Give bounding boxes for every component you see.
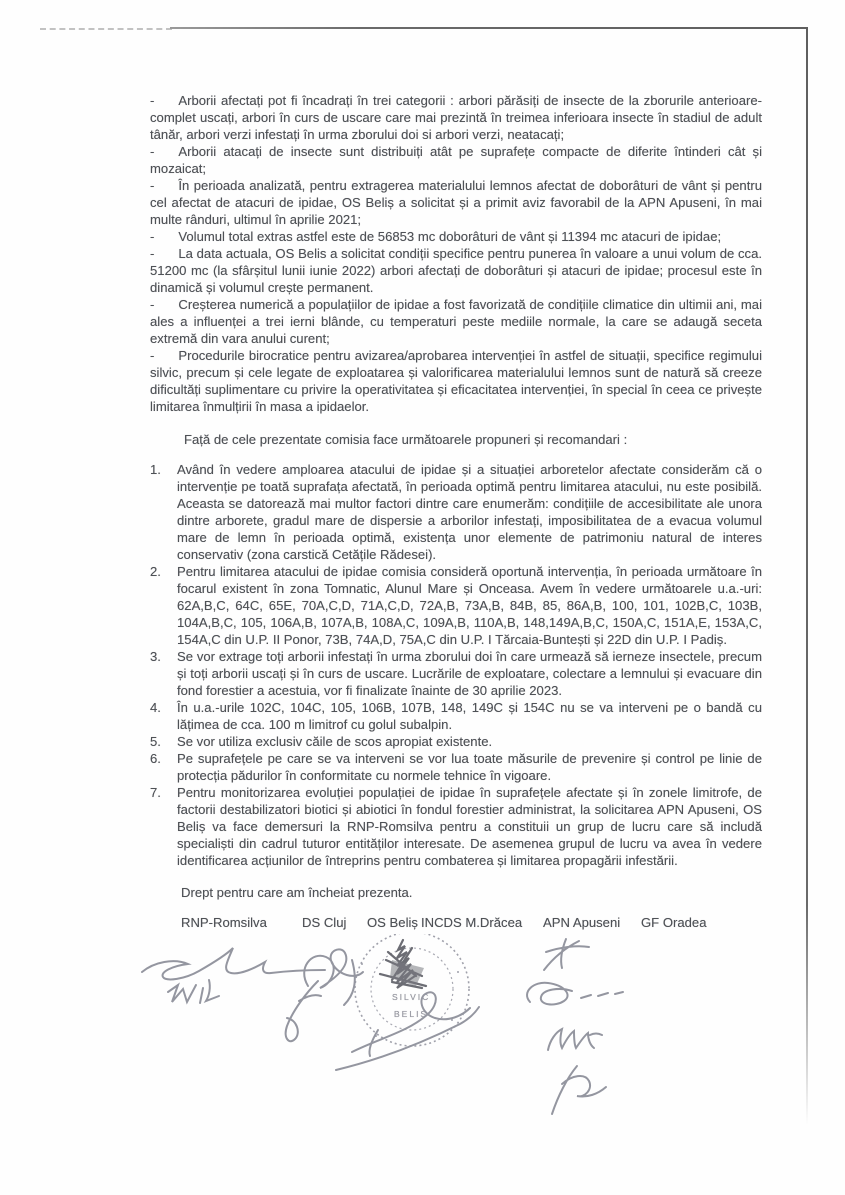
- bullet-paragraph: [150, 347, 762, 415]
- item-text: Se vor extrage toți arborii infestați în urma zborului doi în care urmează să ierneze insectele, precum și toți arborii uscați și în curs de uscare. Lucrările de exploatare, colectare a lemnului și evacuare din fond forestier a acestuia, vor fi finalizate înainte de 30 aprilie 2023.: [177, 649, 762, 698]
- numbered-item: [150, 733, 762, 750]
- signatory-label: RNP-Romsilva: [181, 915, 267, 930]
- item-number: 6.: [150, 751, 161, 766]
- signatory-label: APN Apuseni: [543, 915, 621, 930]
- numbered-item: [150, 699, 762, 733]
- numbered-item: [150, 648, 762, 699]
- bullet-text: Procedurile birocratice pentru avizarea/aprobarea intervenției în astfel de situații, specifice regimului silvic, precum și cele legate de exploatarea și valorificarea materialului lemnos sunt de natură să creeze dificultăți suplimentare cu privire la operativitatea și eficacitatea intervenției, în special în ceea ce privește limitarea înmulțirii în masa a ipidaelor.: [150, 348, 762, 414]
- signatory-label: INCDS M.Drăcea: [421, 915, 523, 930]
- item-number: 5.: [150, 734, 161, 749]
- stamp-text: BELIȘ: [394, 1009, 429, 1019]
- bullet-paragraph: [150, 177, 762, 228]
- bullet-dash: -: [150, 297, 155, 312]
- bullet-text: În perioada analizată, pentru extragerea materialului lemnos afectat de doborâturi de vânt și pentru cel afectat de atacuri de ipidae, OS Beliș a solicitat și a primit aviz favorabil de la APN Apuseni, în mai multe rânduri, ultimul în aprilie 2021;: [150, 178, 762, 227]
- numbered-item: [150, 750, 762, 784]
- bullet-dash: -: [150, 348, 155, 363]
- round-stamp: [355, 934, 469, 1046]
- bullet-text: Arborii afectați pot fi încadrați în trei categorii : arbori părăsiți de insecte de la zborurile anterioare-complet uscați, arbori în curs de uscare care mai prezintă în treimea inferioara insecte în stadiul de adult tânăr, arbori verzi infestați în urma zborului doi si arbori verzi, neatacați;: [150, 93, 762, 142]
- signature-scribble-2: [286, 949, 363, 1041]
- bullet-paragraph: [150, 296, 762, 347]
- signatory-label: DS Cluj: [302, 915, 347, 930]
- item-number: 4.: [150, 700, 161, 715]
- item-number: 2.: [150, 564, 161, 579]
- bullet-dash: -: [150, 229, 155, 244]
- signature-scribble-3: [336, 992, 479, 1070]
- item-text: Având în vedere amploarea atacului de ipidae și a situației arboretelor afectate considerăm că o intervenție pe toată suprafața afectată, în perioada optimă pentru limitarea atacului, nu este posibilă. Aceasta se datorează mai multor factori dintre care enumerăm: condițiile de accesibilitate ale unora dintre arborete, gradul mare de dispersie a arborilor infestați, imposibilitatea de a evacua volumul mare de lemn în perioada optimă, existența unor elemente de patrimoniu natural de interes conservativ (zona carstică Cetățile Rădesei).: [177, 462, 762, 562]
- bullet-dash: -: [150, 178, 155, 193]
- signatory-label: GF Oradea: [641, 915, 707, 930]
- item-text: Pentru monitorizarea evoluției populației de ipidae în suprafețele afectate și în zonele limitrofe, de factorii destabilizatori biotici și abiotici în fondul forestier administrat, la solicitarea APN Apuseni, OS Beliș va face demersuri la RNP-Romsilva pentru a constituii un grup de lucru care să includă specialiști din cadrul tuturor entităților interesate. De asemenea grupul de lucru va avea în vedere identificarea acțiunilor de întreprins pentru combaterea și limitarea propagării infestării.: [177, 785, 762, 868]
- stamp-text: SILVIC: [392, 992, 431, 1002]
- item-text: Pe suprafețele pe care se va interveni se vor lua toate măsurile de prevenire și control pe linie de protecția pădurilor în conformitate cu normele tehnice în vigoare.: [177, 751, 762, 783]
- scan-border-top: [170, 27, 808, 29]
- bullet-text: Volumul total extras astfel este de 56853 mc doborâturi de vânt și 11394 mc atacuri de ipidae;: [178, 229, 722, 244]
- item-number: 1.: [150, 462, 161, 477]
- closing-line: Drept pentru care am încheiat prezenta.: [181, 885, 413, 900]
- bullet-dash: -: [150, 144, 155, 159]
- item-number: 3.: [150, 649, 161, 664]
- bullet-paragraph: [150, 92, 762, 143]
- signature-scribble-1: [142, 948, 325, 1003]
- bullet-dash: -: [150, 246, 155, 261]
- scan-border-right: [806, 27, 808, 1125]
- signature-scribble-4: [527, 939, 623, 1114]
- proposals-intro: Față de cele prezentate comisia face următoarele propuneri și recomandari :: [184, 432, 628, 447]
- numbered-item: [150, 563, 762, 648]
- bullet-paragraph: [150, 228, 762, 245]
- bullet-paragraph: [150, 245, 762, 296]
- item-text: Se vor utiliza exclusiv căile de scos apropiat existente.: [177, 734, 493, 749]
- stamp-tree-emblem: [380, 940, 426, 988]
- document-footer: [150, 884, 762, 1137]
- scan-border-top-faint: [40, 28, 172, 30]
- signatories-row: [150, 914, 762, 932]
- bullet-text: Arborii atacați de insecte sunt distribuiți atât pe suprafețe compacte de diferite întinderi cât și mozaicat;: [150, 144, 762, 176]
- numbered-item: [150, 461, 762, 563]
- signatures-graphic: [140, 934, 710, 1129]
- numbered-item: [150, 784, 762, 869]
- item-text: Pentru limitarea atacului de ipidae comisia consideră oportună intervenția, în perioada următoare în focarul existent în zona Tomnatic, Alunul Mare și Onceasa. Avem în vedere următoarele u.a.-uri: 62A,B,C, 64C, 65E, 70A,C,D, 71A,C,D, 72A,B, 73A,B, 84B, 85, 86A,B, 100, 101, 102B,C, 103B, 104A,B,C, 105, 106A,B, 107A,B, 108A,C, 109A,B, 110A,B, 148,149A,B,C, 150A,C, 151A,E, 153A,C, 154A,C din U.P. II Ponor, 73B, 74A,D, 75A,C din U.P. I Tărcaia-Buntești și 22D din U.P. I Padiș.: [177, 564, 762, 647]
- item-number: 7.: [150, 785, 161, 800]
- bullet-paragraph: [150, 143, 762, 177]
- document-body: [150, 92, 762, 1137]
- bullet-text: La data actuala, OS Belis a solicitat condiții specifice pentru punerea în valoare a unui volum de cca. 51200 mc (la sfârșitul lunii iunie 2022) arbori afectați de doborâturi și atacuri de ipidae; procesul este în dinamică și volumul crește permanent.: [150, 246, 762, 295]
- bullet-dash: -: [150, 93, 155, 108]
- signatory-label: OS Beliș: [367, 915, 418, 930]
- signatures-area: [150, 932, 762, 1137]
- bullet-text: Creșterea numerică a populațiilor de ipidae a fost favorizată de condițiile climatice din ultimii ani, mai ales a influenței a trei ierni blânde, cu temperaturi peste mediile normale, la care se adaugă seceta extremă din vara anului curent;: [150, 297, 762, 346]
- item-text: În u.a.-urile 102C, 104C, 105, 106B, 107B, 148, 149C și 154C nu se va interveni pe o bandă cu lățimea de cca. 100 m limitrof cu golul subalpin.: [177, 700, 762, 732]
